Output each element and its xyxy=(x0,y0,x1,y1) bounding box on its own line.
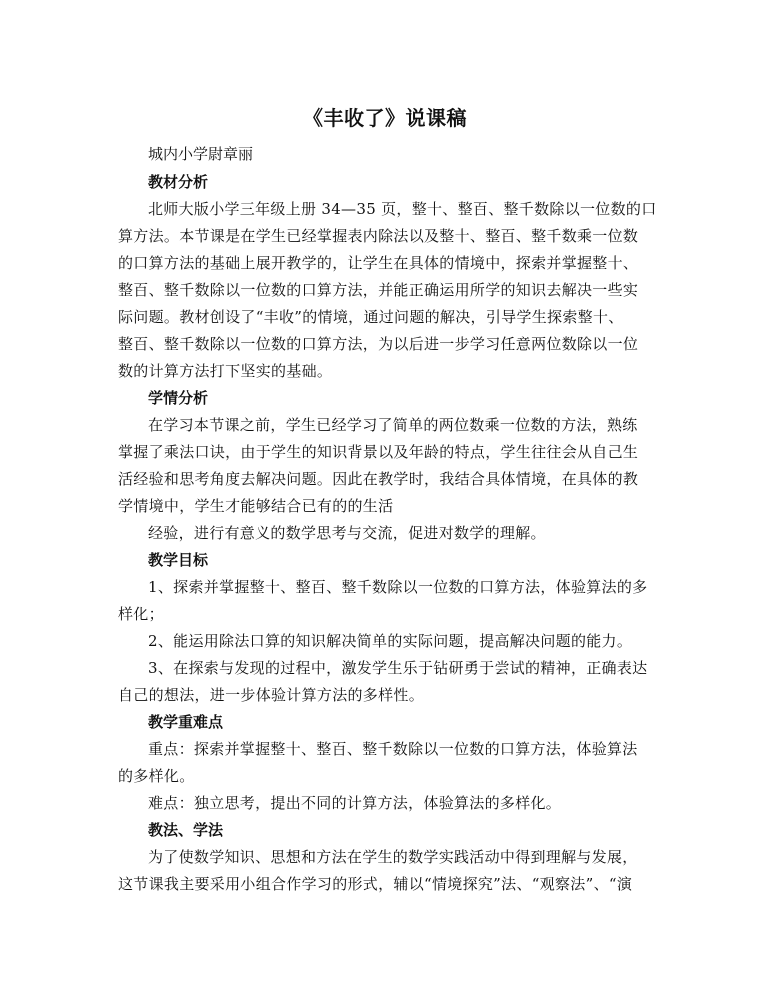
paragraph-line: 为了使数学知识、思想和方法在学生的数学实践活动中得到理解与发展， xyxy=(148,848,638,866)
section-heading: 教法、学法 xyxy=(148,821,224,839)
paragraph-line: 自己的想法，进一步体验计算方法的多样性。 xyxy=(118,686,425,704)
paragraph-line: 学情境中，学生才能够结合已有的的生活 xyxy=(118,497,394,515)
paragraph-line: 这节课我主要采用小组合作学习的形式，辅以“情境探究”法、“观察法”、“演 xyxy=(118,875,633,893)
paragraph xyxy=(118,655,658,709)
paragraph xyxy=(118,628,658,655)
document-author: 城内小学尉章丽 xyxy=(148,145,254,163)
paragraph-line: 3、在探索与发现的过程中，激发学生乐于钻研勇于尝试的精神，正确表达 xyxy=(148,659,648,677)
paragraph-line: 1、探索并掌握整十、整百、整千数除以一位数的口算方法，体验算法的多 xyxy=(148,578,648,596)
paragraph-line: 北师大版小学三年级上册 34—35 页，整十、整百、整千数除以一位数的口 xyxy=(148,200,657,218)
paragraph-line: 数的计算方法打下坚实的基础。 xyxy=(118,362,333,380)
paragraph xyxy=(118,574,658,628)
section-heading: 教材分析 xyxy=(148,173,209,191)
paragraph-line: 的口算方法的基础上展开教学的，让学生在具体的情境中，探索并掌握整十、 xyxy=(118,254,639,272)
section-heading: 学情分析 xyxy=(148,389,209,407)
section-heading: 教学重难点 xyxy=(148,713,224,731)
document-title: 《丰收了》说课稿 xyxy=(303,106,467,130)
paragraph-line: 的多样化。 xyxy=(118,767,195,785)
document-body xyxy=(118,169,658,898)
paragraph-line: 重点：探索并掌握整十、整百、整千数除以一位数的口算方法，体验算法 xyxy=(148,740,638,758)
paragraph-line: 2、能运用除法口算的知识解决简单的实际问题，提高解决问题的能力。 xyxy=(148,632,633,650)
paragraph xyxy=(118,844,658,898)
paragraph-line: 活经验和思考角度去解决问题。因此在教学时，我结合具体情境，在具体的教 xyxy=(118,470,639,488)
paragraph-line: 经验，进行有意义的数学思考与交流，促进对数学的理解。 xyxy=(148,524,546,542)
paragraph-line: 样化； xyxy=(118,605,164,623)
section-heading: 教学目标 xyxy=(148,551,209,569)
paragraph-line: 掌握了乘法口诀，由于学生的知识背景以及年龄的特点，学生往往会从自己生 xyxy=(118,443,639,461)
paragraph-line: 在学习本节课之前，学生已经学习了简单的两位数乘一位数的方法，熟练 xyxy=(148,416,638,434)
paragraph-line: 难点：独立思考，提出不同的计算方法，体验算法的多样化。 xyxy=(148,794,562,812)
paragraph xyxy=(118,736,658,790)
paragraph xyxy=(118,520,658,547)
paragraph xyxy=(118,412,658,520)
paragraph-line: 整百、整千数除以一位数的口算方法，并能正确运用所学的知识去解决一些实 xyxy=(118,281,639,299)
paragraph xyxy=(118,790,658,817)
paragraph-line: 整百、整千数除以一位数的口算方法，为以后进一步学习任意两位数除以一位 xyxy=(118,335,639,353)
paragraph-line: 算方法。本节课是在学生已经掌握表内除法以及整十、整百、整千数乘一位数 xyxy=(118,227,639,245)
paragraph xyxy=(118,196,658,385)
paragraph-line: 际问题。教材创设了“丰收”的情境，通过问题的解决，引导学生探索整十、 xyxy=(118,308,624,326)
